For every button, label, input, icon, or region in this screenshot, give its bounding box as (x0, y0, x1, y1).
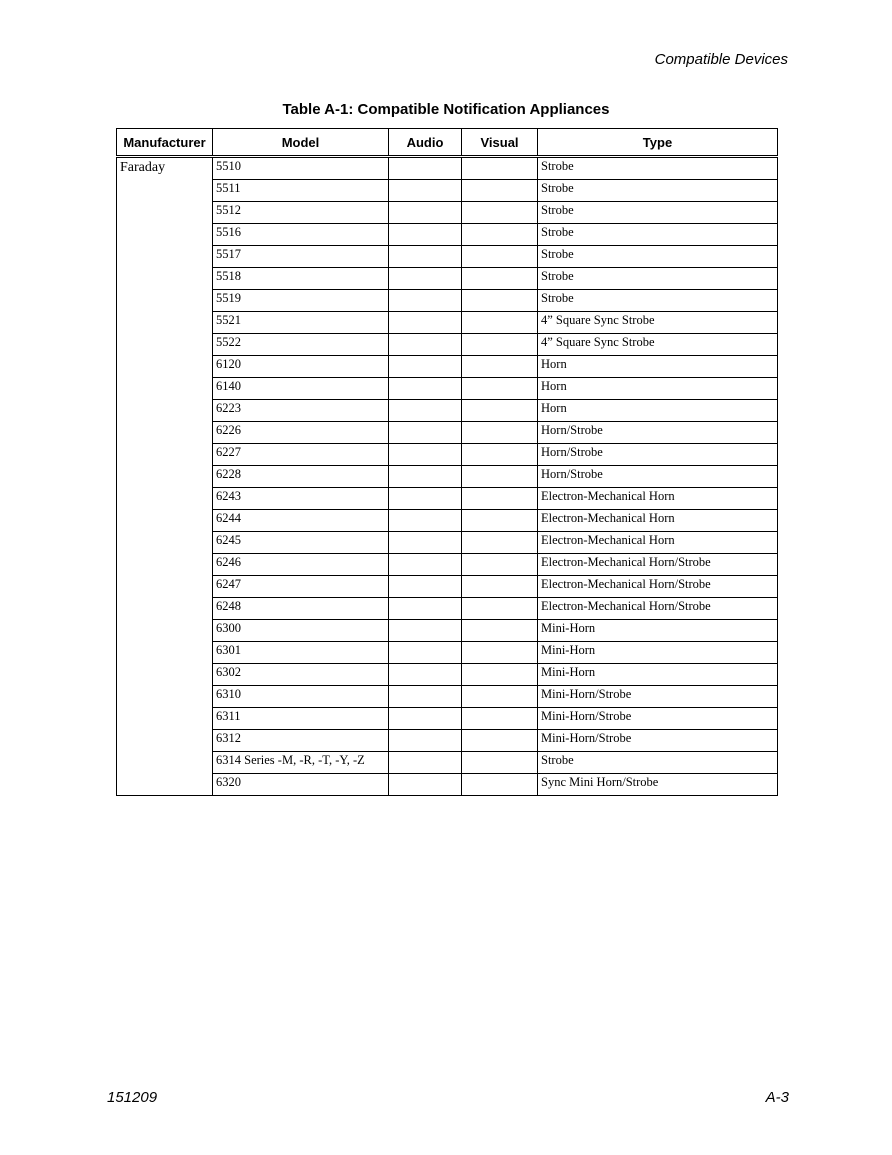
visual-cell (462, 664, 538, 686)
audio-cell (389, 510, 462, 532)
type-cell: Electron-Mechanical Horn (538, 510, 778, 532)
running-head: Compatible Devices (654, 51, 788, 68)
audio-cell (389, 290, 462, 312)
column-header-manufacturer: Manufacturer (117, 129, 213, 157)
audio-cell (389, 180, 462, 202)
column-header-visual: Visual (462, 129, 538, 157)
table-row (117, 554, 778, 576)
table-row (117, 444, 778, 466)
visual-cell (462, 180, 538, 202)
table-row (117, 752, 778, 774)
audio-cell (389, 532, 462, 554)
table-row (117, 708, 778, 730)
table-row (117, 730, 778, 752)
audio-cell (389, 774, 462, 796)
table-row (117, 598, 778, 620)
audio-cell (389, 554, 462, 576)
audio-cell (389, 664, 462, 686)
audio-cell (389, 730, 462, 752)
table-row (117, 157, 778, 180)
type-cell: Strobe (538, 224, 778, 246)
type-cell: Horn (538, 400, 778, 422)
table-row (117, 686, 778, 708)
table-row (117, 664, 778, 686)
visual-cell (462, 774, 538, 796)
model-cell: 5519 (213, 290, 389, 312)
visual-cell (462, 686, 538, 708)
type-cell: Strobe (538, 180, 778, 202)
visual-cell (462, 488, 538, 510)
type-cell: Electron-Mechanical Horn/Strobe (538, 598, 778, 620)
table-row (117, 466, 778, 488)
table-row (117, 202, 778, 224)
visual-cell (462, 312, 538, 334)
audio-cell (389, 334, 462, 356)
table-row (117, 334, 778, 356)
type-cell: Strobe (538, 246, 778, 268)
table-row (117, 378, 778, 400)
column-header-audio: Audio (389, 129, 462, 157)
type-cell: Electron-Mechanical Horn (538, 532, 778, 554)
visual-cell (462, 510, 538, 532)
table-row (117, 356, 778, 378)
model-cell: 6244 (213, 510, 389, 532)
type-cell: Horn (538, 378, 778, 400)
audio-cell (389, 246, 462, 268)
column-header-model: Model (213, 129, 389, 157)
compatible-appliances-table (116, 128, 778, 796)
model-cell: 5522 (213, 334, 389, 356)
type-cell: Electron-Mechanical Horn (538, 488, 778, 510)
model-cell: 6223 (213, 400, 389, 422)
table-row (117, 532, 778, 554)
visual-cell (462, 598, 538, 620)
model-cell: 6301 (213, 642, 389, 664)
audio-cell (389, 202, 462, 224)
visual-cell (462, 157, 538, 180)
visual-cell (462, 334, 538, 356)
model-cell: 6311 (213, 708, 389, 730)
type-cell: Sync Mini Horn/Strobe (538, 774, 778, 796)
model-cell: 6312 (213, 730, 389, 752)
table-row (117, 290, 778, 312)
page-number: A-3 (765, 1089, 789, 1106)
audio-cell (389, 268, 462, 290)
table-row (117, 774, 778, 796)
visual-cell (462, 378, 538, 400)
visual-cell (462, 730, 538, 752)
model-cell: 5510 (213, 157, 389, 180)
visual-cell (462, 246, 538, 268)
type-cell: Strobe (538, 157, 778, 180)
audio-cell (389, 576, 462, 598)
table-row (117, 422, 778, 444)
column-header-type: Type (538, 129, 778, 157)
visual-cell (462, 532, 538, 554)
type-cell: 4” Square Sync Strobe (538, 334, 778, 356)
visual-cell (462, 752, 538, 774)
audio-cell (389, 686, 462, 708)
visual-cell (462, 202, 538, 224)
type-cell: Mini-Horn (538, 642, 778, 664)
audio-cell (389, 598, 462, 620)
type-cell: Electron-Mechanical Horn/Strobe (538, 554, 778, 576)
table-body (117, 157, 778, 796)
manufacturer-cell: Faraday (117, 157, 213, 796)
type-cell: Horn/Strobe (538, 444, 778, 466)
model-cell: 5511 (213, 180, 389, 202)
model-cell: 6228 (213, 466, 389, 488)
model-cell: 6227 (213, 444, 389, 466)
table-row (117, 312, 778, 334)
model-cell: 6320 (213, 774, 389, 796)
table-row (117, 510, 778, 532)
model-cell: 6248 (213, 598, 389, 620)
table-row (117, 642, 778, 664)
visual-cell (462, 268, 538, 290)
model-cell: 6314 Series -M, -R, -T, -Y, -Z (213, 752, 389, 774)
type-cell: Mini-Horn (538, 620, 778, 642)
audio-cell (389, 708, 462, 730)
audio-cell (389, 400, 462, 422)
type-cell: Electron-Mechanical Horn/Strobe (538, 576, 778, 598)
audio-cell (389, 356, 462, 378)
table-row (117, 620, 778, 642)
type-cell: Horn/Strobe (538, 466, 778, 488)
audio-cell (389, 752, 462, 774)
table-row (117, 180, 778, 202)
type-cell: Mini-Horn/Strobe (538, 730, 778, 752)
model-cell: 6246 (213, 554, 389, 576)
visual-cell (462, 708, 538, 730)
visual-cell (462, 620, 538, 642)
audio-cell (389, 642, 462, 664)
model-cell: 6245 (213, 532, 389, 554)
type-cell: Strobe (538, 268, 778, 290)
type-cell: Strobe (538, 202, 778, 224)
audio-cell (389, 620, 462, 642)
table-row (117, 488, 778, 510)
model-cell: 5512 (213, 202, 389, 224)
audio-cell (389, 444, 462, 466)
model-cell: 6120 (213, 356, 389, 378)
visual-cell (462, 554, 538, 576)
model-cell: 6310 (213, 686, 389, 708)
type-cell: Mini-Horn/Strobe (538, 686, 778, 708)
audio-cell (389, 157, 462, 180)
type-cell: Strobe (538, 290, 778, 312)
table-row (117, 576, 778, 598)
audio-cell (389, 466, 462, 488)
model-cell: 5521 (213, 312, 389, 334)
type-cell: Horn (538, 356, 778, 378)
visual-cell (462, 422, 538, 444)
model-cell: 6243 (213, 488, 389, 510)
audio-cell (389, 422, 462, 444)
visual-cell (462, 576, 538, 598)
audio-cell (389, 312, 462, 334)
model-cell: 6226 (213, 422, 389, 444)
visual-cell (462, 224, 538, 246)
document-number: 151209 (107, 1089, 158, 1106)
model-cell: 5516 (213, 224, 389, 246)
table-row (117, 400, 778, 422)
table-row (117, 224, 778, 246)
model-cell: 6140 (213, 378, 389, 400)
type-cell: Mini-Horn/Strobe (538, 708, 778, 730)
type-cell: Strobe (538, 752, 778, 774)
visual-cell (462, 290, 538, 312)
visual-cell (462, 466, 538, 488)
audio-cell (389, 378, 462, 400)
visual-cell (462, 444, 538, 466)
visual-cell (462, 356, 538, 378)
table-title: Table A-1: Compatible Notification Appliances (282, 101, 610, 118)
visual-cell (462, 642, 538, 664)
audio-cell (389, 224, 462, 246)
model-cell: 5517 (213, 246, 389, 268)
type-cell: 4” Square Sync Strobe (538, 312, 778, 334)
table-row (117, 246, 778, 268)
table-row (117, 268, 778, 290)
type-cell: Mini-Horn (538, 664, 778, 686)
model-cell: 5518 (213, 268, 389, 290)
model-cell: 6300 (213, 620, 389, 642)
model-cell: 6302 (213, 664, 389, 686)
model-cell: 6247 (213, 576, 389, 598)
visual-cell (462, 400, 538, 422)
type-cell: Horn/Strobe (538, 422, 778, 444)
audio-cell (389, 488, 462, 510)
table-header-row (117, 129, 778, 157)
